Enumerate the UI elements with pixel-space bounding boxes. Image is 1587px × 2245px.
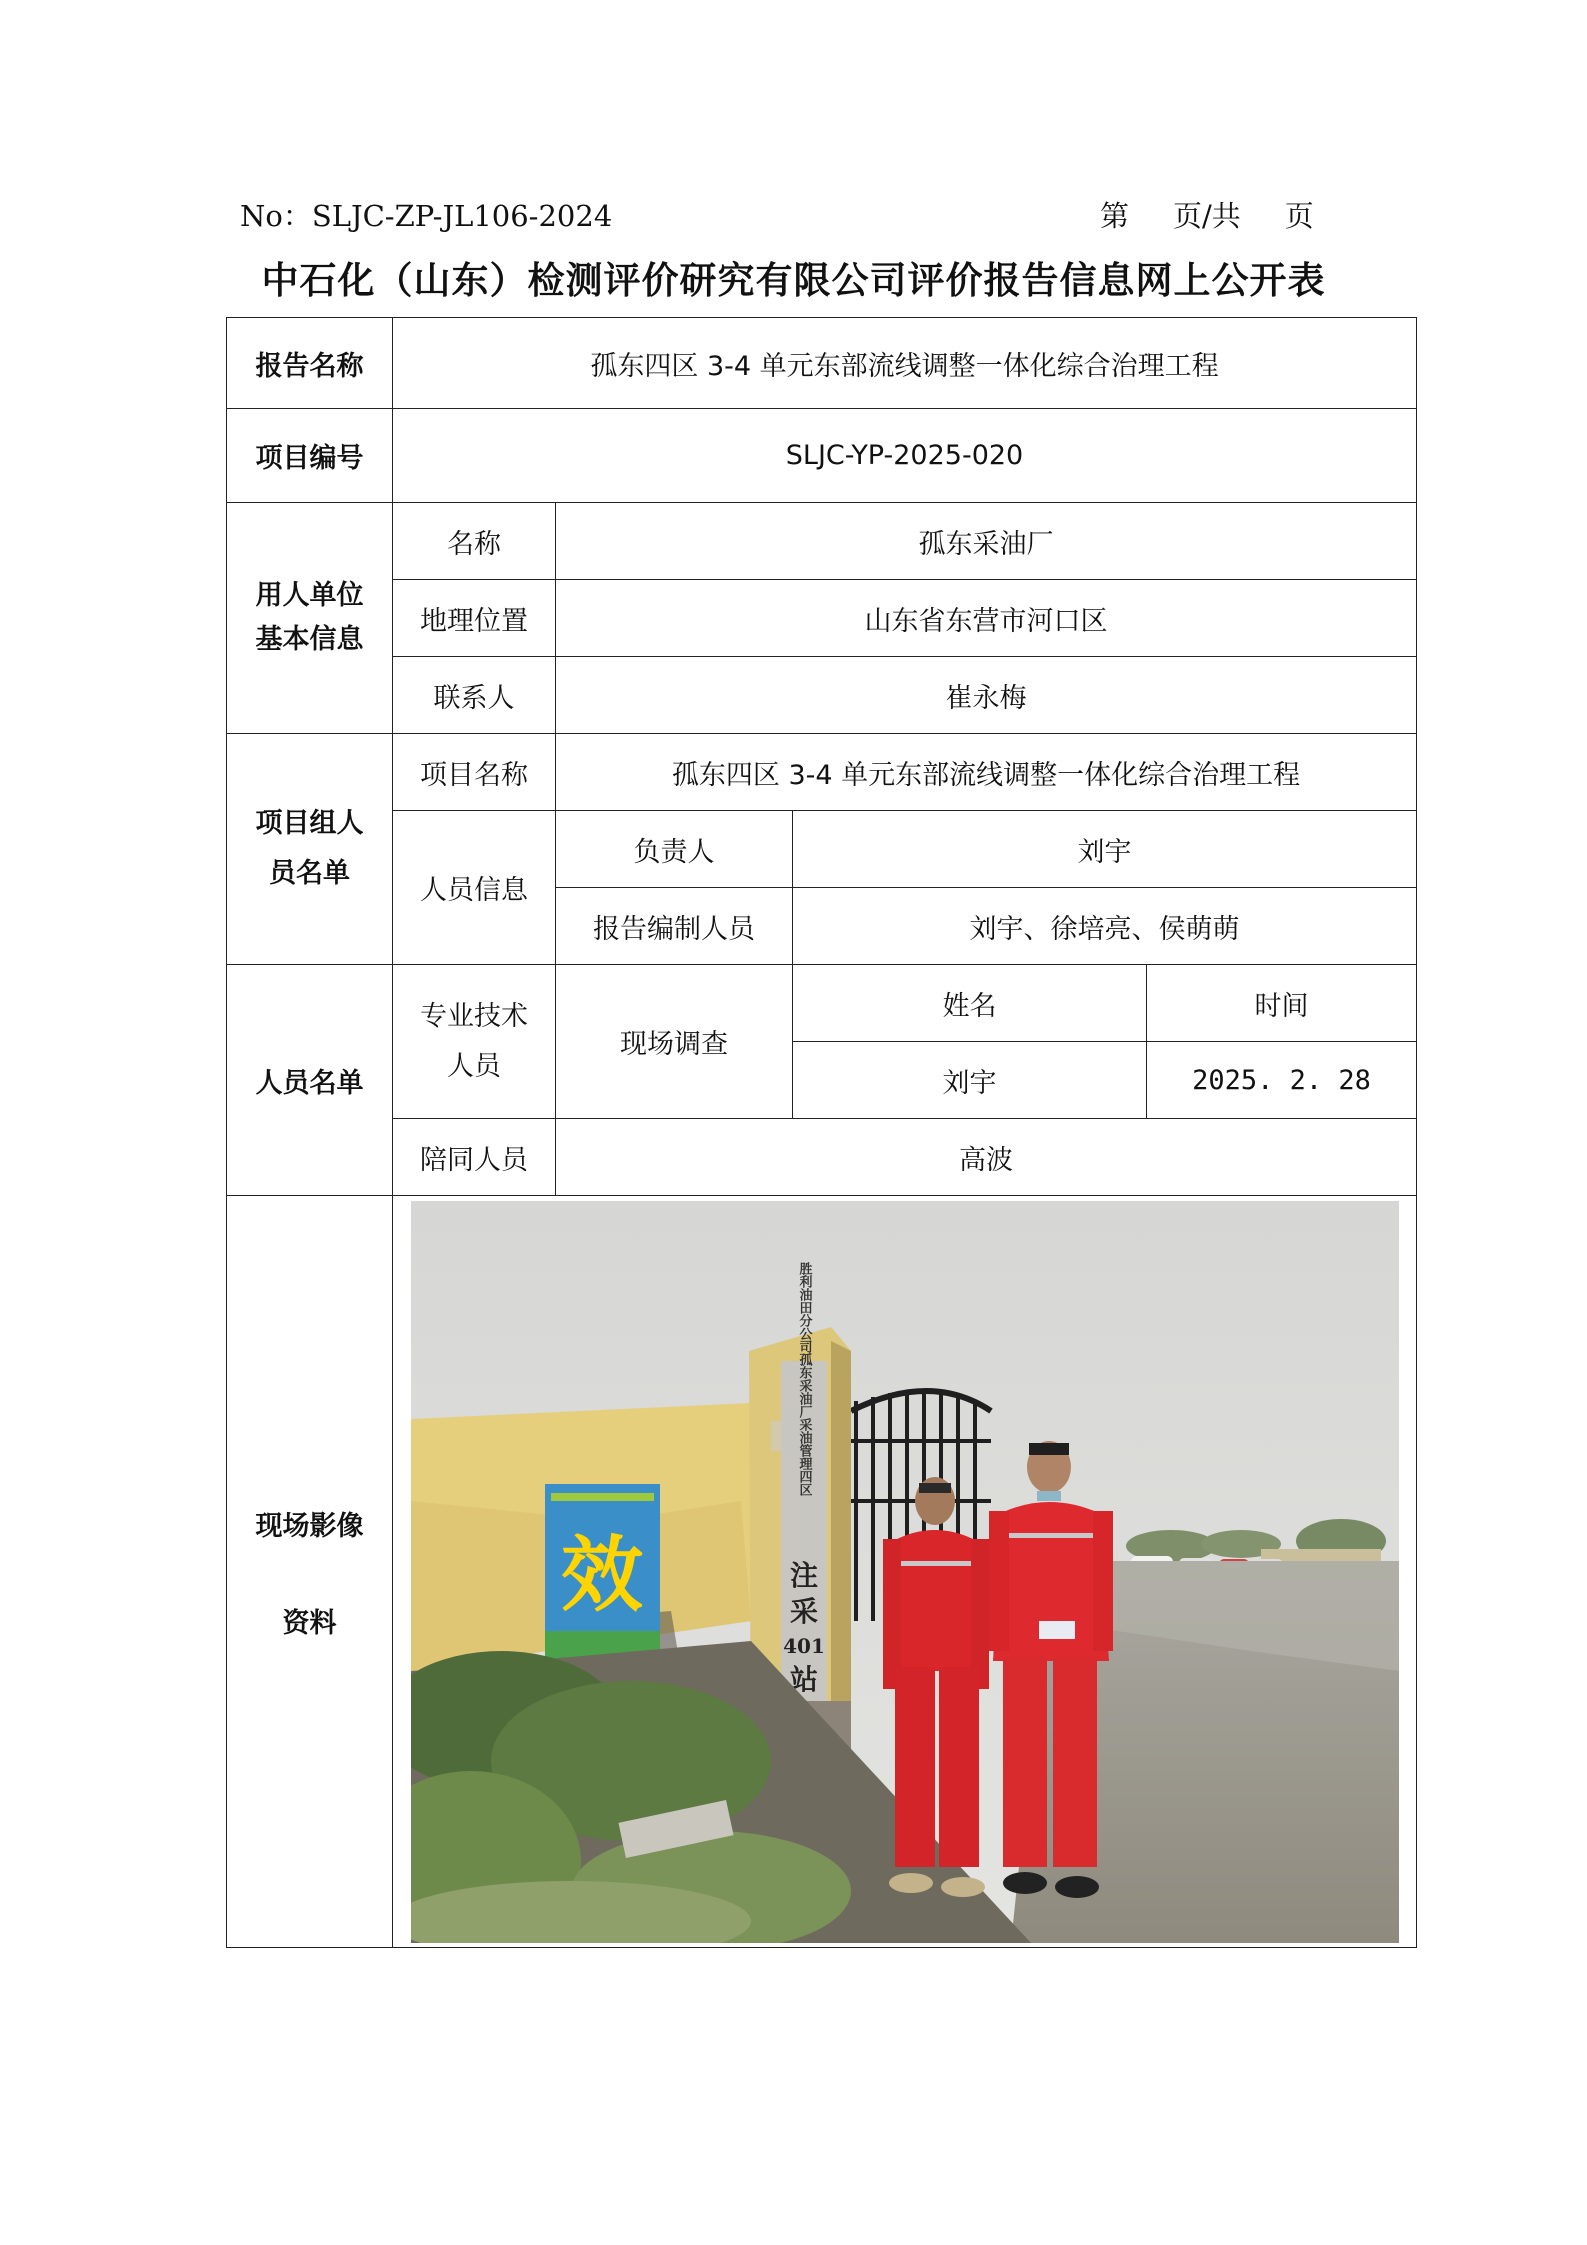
team-label	[227, 734, 393, 965]
team-label-line-2: 员名单	[269, 858, 350, 889]
photo-cell	[393, 1196, 1417, 1948]
page-label-2: 页/共	[1173, 199, 1241, 233]
report-name: 孤东四区 3-4 单元东部流线调整一体化综合治理工程	[393, 318, 1417, 409]
row-project-name	[227, 734, 1417, 811]
poster	[545, 1484, 660, 1659]
contact: 崔永梅	[556, 657, 1417, 734]
tech-staff-label-line-1: 专业技术	[420, 1000, 528, 1032]
tech-staff-label-line-2: 人员	[447, 1050, 501, 1082]
row-location	[227, 580, 1417, 657]
col-time-header: 时间	[1147, 965, 1417, 1042]
accompany: 高波	[556, 1119, 1417, 1196]
report-name-label: 报告名称	[227, 318, 393, 409]
page-label-3: 页	[1284, 199, 1314, 233]
staff-info-label: 人员信息	[393, 811, 556, 965]
document-number: No：SLJC-ZP-JL106-2024	[240, 199, 613, 233]
sign-station-4: 站	[789, 1662, 818, 1696]
team-label-line-1: 项目组人	[255, 808, 364, 839]
poster-character: 效	[560, 1527, 643, 1623]
leader: 刘宇	[793, 811, 1417, 888]
row-survey-header	[227, 965, 1417, 1042]
people-list-label: 人员名单	[227, 965, 393, 1196]
project-name: 孤东四区 3-4 单元东部流线调整一体化综合治理工程	[556, 734, 1417, 811]
survey-time: 2025. 2. 28	[1147, 1042, 1417, 1119]
row-photo	[227, 1196, 1417, 1948]
disclosure-form	[226, 317, 1417, 1948]
page-label-1: 第	[1100, 199, 1130, 233]
col-name-header: 姓名	[793, 965, 1147, 1042]
project-no-label: 项目编号	[227, 409, 393, 503]
site-photo	[411, 1201, 1399, 1943]
row-employer-name	[227, 503, 1417, 580]
row-project-no	[227, 409, 1417, 503]
sign-station-2: 采	[789, 1594, 818, 1628]
employer-info-label	[227, 503, 393, 734]
location: 山东省东营市河口区	[556, 580, 1417, 657]
name-label: 名称	[393, 503, 556, 580]
compilers: 刘宇、徐培亮、侯萌萌	[793, 888, 1417, 965]
document-title: 中石化（山东）检测评价研究有限公司评价报告信息网上公开表	[261, 258, 1326, 302]
location-label: 地理位置	[393, 580, 556, 657]
row-contact	[227, 657, 1417, 734]
row-leader	[227, 811, 1417, 888]
survey-name: 刘宇	[793, 1042, 1147, 1119]
project-no: SLJC-YP-2025-020	[393, 409, 1417, 503]
row-accompany	[227, 1119, 1417, 1196]
employer-label-line-2: 基本信息	[255, 624, 364, 655]
contact-label: 联系人	[393, 657, 556, 734]
employer-label-line-1: 用人单位	[255, 580, 364, 611]
sign-station-1: 注	[789, 1558, 818, 1592]
leader-label: 负责人	[556, 811, 793, 888]
survey-label: 现场调查	[556, 965, 793, 1119]
accompany-label: 陪同人员	[393, 1119, 556, 1196]
employer-name: 孤东采油厂	[556, 503, 1417, 580]
sign-station-3: 401	[782, 1633, 825, 1658]
photo-label-line-2: 资料	[282, 1607, 337, 1639]
row-report-name	[227, 318, 1417, 409]
project-name-label: 项目名称	[393, 734, 556, 811]
photo-label	[227, 1196, 393, 1948]
sign-vertical-text: 胜利油田分公司孤东采油厂采油管理四区	[796, 1261, 811, 1496]
compilers-label: 报告编制人员	[556, 888, 793, 965]
photo-label-line-1: 现场影像	[255, 1510, 364, 1542]
tech-staff-label	[393, 965, 556, 1119]
page-count	[1100, 194, 1314, 235]
